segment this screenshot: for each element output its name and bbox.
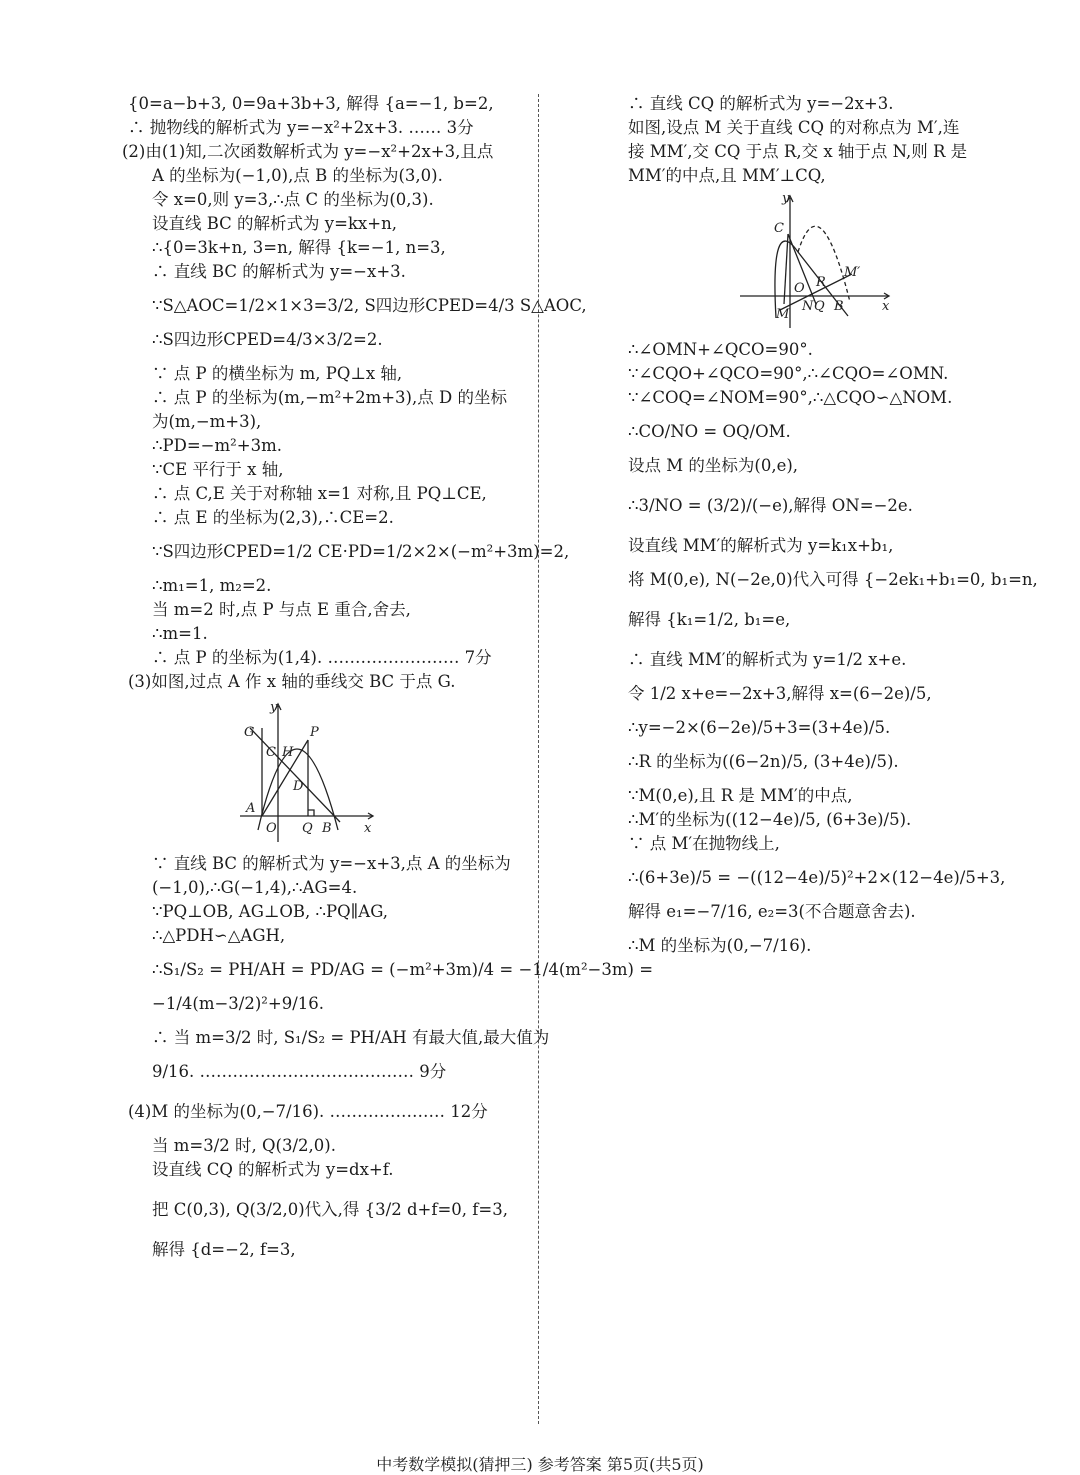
fig1-label: C [266,745,276,760]
text-line: 设直线 MM′的解析式为 y=k₁x+b₁, [628,536,894,555]
text-line: ∴M 的坐标为(0,−7/16). [628,936,812,955]
text-line: ∴ 点 P 的坐标为(1,4). …………………… 7分 [152,648,492,667]
text-line: 9/16. ………………………………… 9分 [152,1062,447,1081]
text-line: ∴ 点 E 的坐标为(2,3),∴CE=2. [152,508,394,527]
text-line: 当 m=3/2 时, Q(3/2,0). [152,1136,336,1155]
text-line: −1/4(m−3/2)²+9/16. [152,994,325,1013]
page-footer: 中考数学模拟(猜押三) 参考答案 第5页(共5页) [376,1455,704,1474]
fig2-label: Q [814,299,825,314]
fig1-label: P [310,725,319,740]
fig1-label: A [246,801,256,816]
text-line: ∴(6+3e)/5 = −((12−4e)/5)²+2×(12−4e)/5+3, [628,868,1006,887]
text-line: ∵PQ⊥OB, AG⊥OB, ∴PQ∥AG, [152,902,389,921]
text-line: (2)由(1)知,二次函数解析式为 y=−x²+2x+3,且点 [122,142,494,161]
text-line: ∵ 点 M′在抛物线上, [628,834,780,853]
fig1-label: G [244,725,255,740]
text-line: 设直线 CQ 的解析式为 y=dx+f. [152,1160,394,1179]
fig2-label: B [834,299,844,314]
fig1-label: y [270,700,278,715]
text-line: ∴∠OMN+∠QCO=90°. [628,340,813,359]
text-line: 将 M(0,e), N(−2e,0)代入可得 {−2ek₁+b₁=0, b₁=n, [628,570,1038,589]
right-angle-mark [308,810,314,816]
text-line: (−1,0),∴G(−1,4),∴AG=4. [152,878,358,897]
text-line: 如图,设点 M 关于直线 CQ 的对称点为 M′,连 [628,118,960,137]
text-line: 设直线 BC 的解析式为 y=kx+n, [152,214,397,233]
text-line: ∴R 的坐标为((6−2n)/5, (3+4e)/5). [628,752,899,771]
text-line: MM′的中点,且 MM′⊥CQ, [628,166,826,185]
text-line: 解得 e₁=−7/16, e₂=3(不合题意舍去). [628,902,916,921]
text-line: 设点 M 的坐标为(0,e), [628,456,799,475]
right-column [628,92,1038,958]
text-line: {0=a−b+3, 0=9a+3b+3, 解得 {a=−1, b=2, [128,94,494,113]
fig2-label: C [774,221,784,236]
text-line: ∴3/NO = (3/2)/(−e),解得 ON=−2e. [628,496,913,515]
text-line: (3)如图,过点 A 作 x 轴的垂线交 BC 于点 G. [128,672,456,691]
text-line: ∴{0=3k+n, 3=n, 解得 {k=−1, n=3, [152,238,446,257]
text-line: 解得 {d=−2, f=3, [152,1240,296,1259]
text-line: ∴M′的坐标为((12−4e)/5, (6+3e)/5). [628,810,912,829]
text-line: ∴ 直线 BC 的解析式为 y=−x+3. [152,262,406,281]
text-line: ∴y=−2×(6−2e)/5+3=(3+4e)/5. [628,718,891,737]
text-line: ∴S₁/S₂ = PH/AH = PD/AG = (−m²+3m)/4 = −1/4(m²−3m) = [152,960,654,979]
text-line: ∵∠CQO+∠QCO=90°,∴∠CQO=∠OMN. [628,364,949,383]
text-line: ∵S△AOC=1/2×1×3=3/2, S四边形CPED=4/3 S△AOC, [152,296,587,315]
text-line: ∴m₁=1, m₂=2. [152,576,272,595]
text-line: 为(m,−m+3), [152,412,262,431]
fig2-label: R [816,275,826,290]
fig2-label: O [794,281,805,296]
text-line: ∴ 抛物线的解析式为 y=−x²+2x+3. …… 3分 [128,118,474,137]
text-line: ∴ 直线 MM′的解析式为 y=1/2 x+e. [628,650,907,669]
fig1-label: Q [302,821,313,836]
fig2-label: x [882,299,890,314]
text-line: 把 C(0,3), Q(3/2,0)代入,得 {3/2 d+f=0, f=3, [152,1200,508,1219]
fig2-label: N [802,299,814,314]
text-line: ∴S四边形CPED=4/3×3/2=2. [152,330,383,349]
fig1-label: B [322,821,332,836]
text-line: ∵S四边形CPED=1/2 CE·PD=1/2×2×(−m²+3m)=2, [152,542,570,561]
text-line: 解得 {k₁=1/2, b₁=e, [628,610,791,629]
fig1-label: H [282,745,294,760]
text-line: ∴CO/NO = OQ/OM. [628,422,791,441]
text-line: ∴m=1. [152,624,208,643]
reflected-curve [798,226,850,302]
text-line: ∵∠COQ=∠NOM=90°,∴△CQO∽△NOM. [628,388,953,407]
text-line: 接 MM′,交 CQ 于点 R,交 x 轴于点 N,则 R 是 [628,142,968,161]
text-line: ∵CE 平行于 x 轴, [152,460,284,479]
figure-symmetry-mm [628,192,1010,334]
text-line: 当 m=2 时,点 P 与点 E 重合,舍去, [152,600,411,619]
text-line: 令 x=0,则 y=3,∴点 C 的坐标为(0,3). [152,190,434,209]
text-line: (4)M 的坐标为(0,−7/16). ………………… 12分 [128,1102,488,1121]
text-line: ∴ 直线 CQ 的解析式为 y=−2x+3. [628,94,894,113]
fig2-label: M′ [844,265,861,280]
text-line: ∴ 点 P 的坐标为(m,−m²+2m+3),点 D 的坐标 [152,388,507,407]
text-line: ∵ 直线 BC 的解析式为 y=−x+3,点 A 的坐标为 [152,854,511,873]
text-line: 令 1/2 x+e=−2x+3,解得 x=(6−2e)/5, [628,684,932,703]
text-line: ∴PD=−m²+3m. [152,436,282,455]
fig1-label: D [293,779,304,794]
text-line: ∵M(0,e),且 R 是 MM′的中点, [628,786,853,805]
text-line: ∴△PDH∽△AGH, [152,926,286,945]
fig2-label: y [782,192,790,206]
text-line: A 的坐标为(−1,0),点 B 的坐标为(3,0). [152,166,443,185]
text-line: ∴ 当 m=3/2 时, S₁/S₂ = PH/AH 有最大值,最大值为 [152,1028,550,1047]
line-mc [784,234,788,304]
fig1-label: O [266,821,277,836]
fig1-label: x [364,821,372,836]
figure-parabola-pq [128,698,536,848]
left-column [122,92,654,1262]
text-line: ∴ 点 C,E 关于对称轴 x=1 对称,且 PQ⊥CE, [152,484,487,503]
text-line: ∵ 点 P 的横坐标为 m, PQ⊥x 轴, [152,364,403,383]
fig2-label: M [776,307,790,322]
